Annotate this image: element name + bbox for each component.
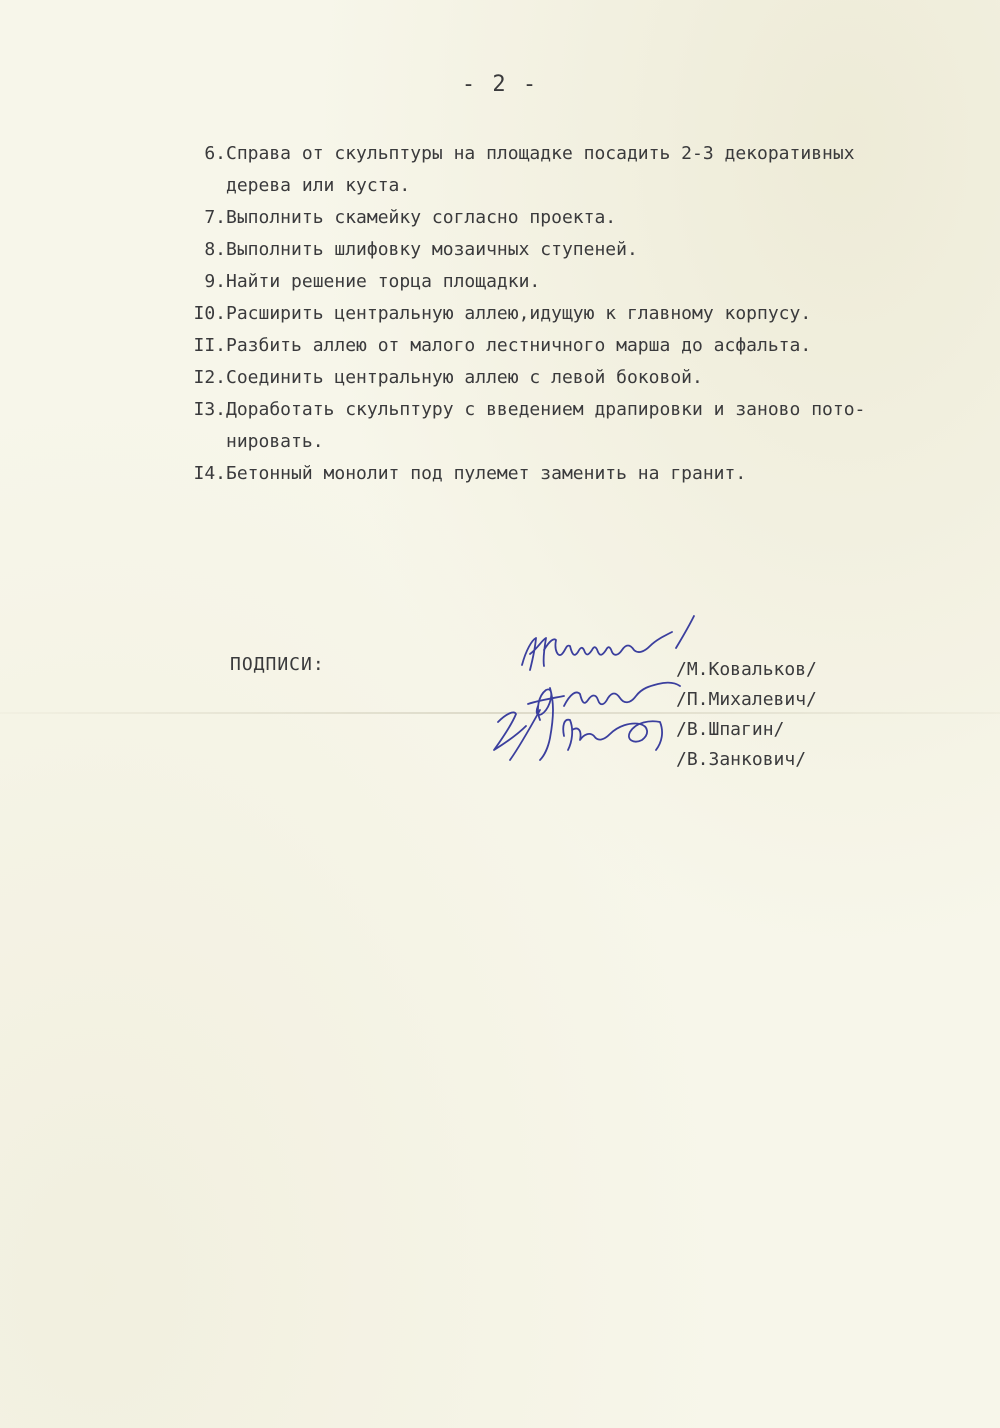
item-number: 8. xyxy=(204,239,226,260)
item-text-continuation: нировать. xyxy=(226,431,324,452)
item-text: Доработать скульптуру с введением драпировки и заново пото- xyxy=(226,399,866,420)
signature-stroke xyxy=(522,632,672,670)
signature-stroke xyxy=(494,710,540,760)
list-item xyxy=(188,266,978,298)
item-number: I4. xyxy=(193,463,226,484)
item-text: Выполнить шлифовку мозаичных ступеней. xyxy=(226,239,638,260)
item-text: Выполнить скамейку согласно проекта. xyxy=(226,207,617,228)
item-text: Разбить аллею от малого лестничного марша до асфальта. xyxy=(226,335,812,356)
signatory-name: /В.Шпагин/ xyxy=(676,719,785,740)
numbered-list xyxy=(188,138,978,490)
item-number: 7. xyxy=(204,207,226,228)
item-text: Соединить центральную аллею с левой боковой. xyxy=(226,367,703,388)
item-number: 9. xyxy=(204,271,226,292)
page-number: - 2 - xyxy=(461,72,539,97)
signature-stroke xyxy=(676,616,694,648)
list-item xyxy=(188,458,978,490)
list-item xyxy=(188,298,978,330)
item-text: Найти решение торца площадки. xyxy=(226,271,541,292)
signatory-name: /П.Михалевич/ xyxy=(676,689,817,710)
list-item xyxy=(188,202,978,234)
item-text: Бетонный монолит под пулемет заменить на гранит. xyxy=(226,463,747,484)
item-number: I0. xyxy=(193,303,226,324)
item-text: Справа от скульптуры на площадке посадить 2-3 декоративных xyxy=(226,143,855,164)
signatory-name: /М.Ковальков/ xyxy=(676,659,817,680)
item-text: Расширить центральную аллею,идущую к главному корпусу. xyxy=(226,303,812,324)
signatory-name: /В.Занкович/ xyxy=(676,749,807,770)
item-text-continuation: дерева или куста. xyxy=(226,175,411,196)
list-item xyxy=(188,234,978,266)
list-item xyxy=(188,330,978,362)
signatory-names xyxy=(676,655,817,775)
item-number: 6. xyxy=(204,143,226,164)
list-item xyxy=(188,362,978,394)
item-number: I2. xyxy=(193,367,226,388)
signatures-label: ПОДПИСИ: xyxy=(230,654,325,675)
list-item xyxy=(188,138,978,202)
item-number: I3. xyxy=(193,399,226,420)
list-item xyxy=(188,394,978,458)
item-number: II. xyxy=(193,335,226,356)
signature-stroke xyxy=(563,720,662,750)
